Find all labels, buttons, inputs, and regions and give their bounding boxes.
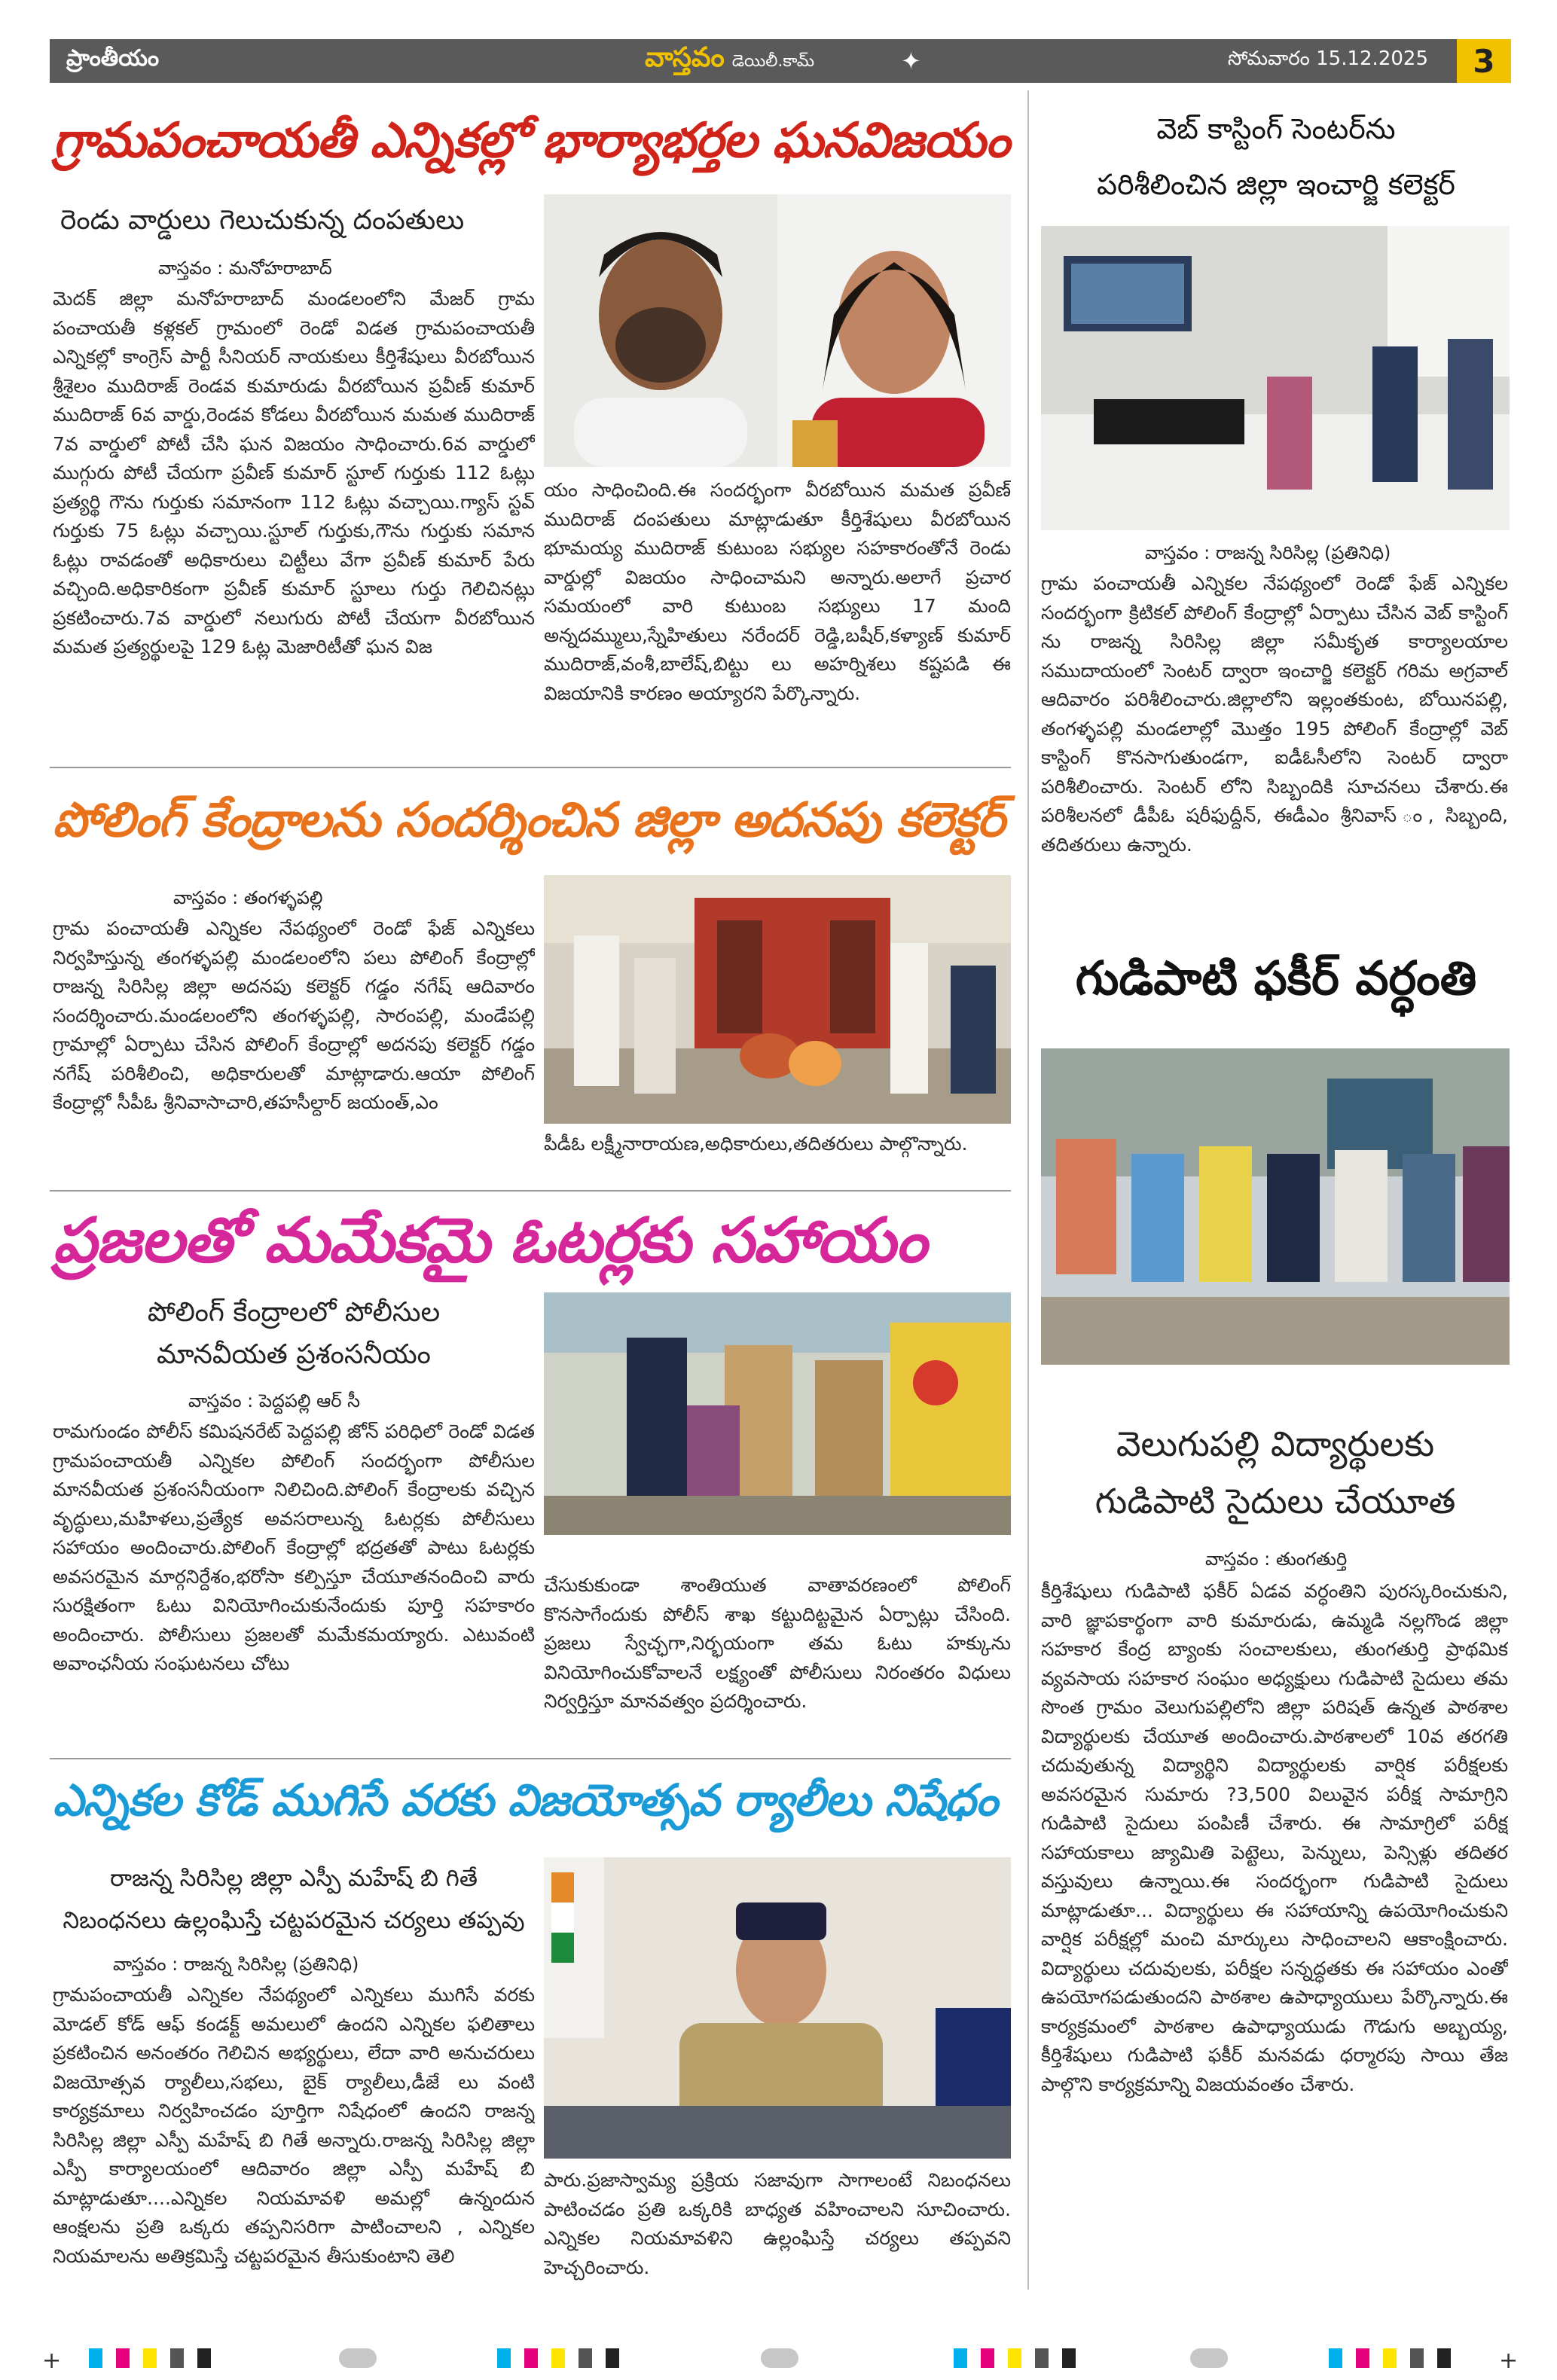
story4-subhead-2: నిబంధనలు ఉల్లంఘిస్తే చట్టపరమైన చర్యలు తప్పవు — [63, 1907, 525, 1934]
story2-body-left: గ్రామ పంచాయతీ ఎన్నికల నేపథ్యంలో రెండో ఫేజ్ ఎన్నికలు నిర్వహిస్తున్న తంగళ్ళపల్లి మండలంలోని పలు పోలింగ్ కేంద్రాల్లో రాజన్న సిరిసిల్ల జిల్లా అదనపు కలెక్టర్ గడ్డం నగేష్ ఆదివారం సందర్శించారు.మండలంలోని తంగళ్ళపల్లి, సారంపల్లి, మండేపల్లి గ్రామాల్లో ఏర్పాటు చేసిన పోలింగ్ కేంద్రాల్లో అదనపు కలెక్టర్ గడ్డం నగేష్ పరిశీలించి, అధికారులతో మాట్లాడారు.ఆయా పోలింగ్ కేంద్రాల్లో సీపీఓ శ్రీనివాసాచారి,తహసీల్దార్ జయంత్,ఎం — [53, 917, 535, 1113]
story1-body-right: యం సాధించింది.ఈ సందర్భంగా వీరబోయిన మమత ప్రవీణ్ ముదిరాజ్ దంపతులు మాట్లాడుతూ కీర్తిశేషులు వీరబోయిన భూమయ్య ముదిరాజ్ కుటుంబ సభ్యుల సహకారంతోనే రెండు వార్డుల్లో విజయం సాధించామని అన్నారు.అలాగే ప్రచార సమయంలో వారి కుటుంబ సభ్యులు 17 మంది అన్నదమ్ములు,స్నేహితులు నరేందర్ రెడ్డి,బషీర్,కళ్యాణ్ కుమార్ ముదిరాజ్,వంశీ,బాలేష్,బిట్టు లు అహర్నిశలు కష్టపడి ఈ విజయానికి కారణం అయ్యారని పేర్కొన్నారు. — [544, 479, 1011, 704]
grey-pill-3 — [1190, 2348, 1228, 2368]
story3-subhead-1: పోలింగ్ కేంద్రాలలో పోలీసుల — [147, 1297, 441, 1328]
story6-dateline: వాస్తవం : తుంగతుర్తి — [1205, 1549, 1348, 1570]
story4-subhead-1: రాజన్న సిరిసిల్ల జిల్లా ఎస్పీ మహేష్ బి గితే — [110, 1865, 478, 1892]
column-divider — [1027, 90, 1029, 2290]
color-bar-2 — [497, 2348, 619, 2368]
story4-photo-sp — [544, 1857, 1011, 2159]
story4-body-left: గ్రామపంచాయతీ ఎన్నికల నేపథ్యంలో ఎన్నికలు ముగిసే వరకు మోడల్ కోడ్ ఆఫ్ కండక్ట్ అమలులో ఉందని ఎన్నికల ఫలితాలు ప్రకటించిన అనంతరం గెలిచిన అభ్యర్థులు, లేదా వారి అనుచరులు విజయోత్సవ ర్యాలీలు,సభలు, బైక్ ర్యాలీలు,డీజే లు వంటి కార్యక్రమాలు నిర్వహించడం పూర్తిగా నిషేధంలో ఉందని రాజన్న సిరిసిల్ల జిల్లా ఎస్పీ మహేష్ బి గితే అన్నారు.రాజన్న సిరిసిల్ల జిల్లా ఎస్పీ కార్యాలయంలో ఆదివారం జిల్లా ఎస్పీ మహేష్ బి మాట్లాడుతూ....ఎన్నికల నియమావళి అమల్లో ఉన్నందున ఆంక్షలను ప్రతి ఒక్కరు తప్పనిసరిగా పాటించాలని , ఎన్నికల నియమాలను అతిక్రమిస్తే చట్టపరమైన తీసుకుంటాని తెలి — [53, 1984, 535, 2267]
story3-subhead-2: మానవీయత ప్రశంసనీయం — [157, 1339, 431, 1370]
brand-logo — [645, 42, 814, 80]
issue-date: సోమవారం 15.12.2025 — [1227, 47, 1428, 70]
separator-1 — [50, 767, 1011, 768]
color-bar-1 — [89, 2348, 211, 2368]
story1-photo-couple — [544, 194, 1011, 467]
bird-icon: ✦ — [901, 47, 921, 75]
story5-title-2: పరిశీలించిన జిల్లా ఇంచార్జి కలెక్టర్ — [1097, 168, 1455, 201]
grey-pill-2 — [761, 2348, 798, 2368]
brand-name: వాస్తవం — [645, 42, 725, 73]
story6-caption-2: గుడిపాటి సైదులు చేయూత — [1094, 1481, 1456, 1521]
story3-body-right: చేసుకుకుండా శాంతియుత వాతావరణంలో పోలింగ్ కొనసాగేందుకు పోలీస్ శాఖ కట్టుదిట్టమైన ఏర్పాట్లు చేసింది. ప్రజలు స్వేచ్ఛగా,నిర్భయంగా తమ ఓటు హక్కును వినియోగించుకోవాలనే లక్ష్యంతో పోలీసులు నిరంతరం విధులు నిర్వర్తిస్తూ మానవత్వం ప్రదర్శించారు. — [544, 1574, 1011, 1712]
story5-title-1: వెబ్ కాస్టింగ్ సెంటర్‌ను — [1156, 112, 1396, 145]
story3-photo-police-help — [544, 1292, 1011, 1535]
section-name: ప్రాంతీయం — [66, 45, 160, 72]
crosshair-left-icon: + — [42, 2348, 62, 2374]
story6-caption-1: వెలుగుపల్లి విద్యార్థులకు — [1116, 1423, 1435, 1464]
story4-headline: ఎన్నికల కోడ్ ముగిసే వరకు విజయోత్సవ ర్యాలీలు నిషేధం — [53, 1774, 997, 1826]
color-bar-3 — [954, 2348, 1076, 2368]
story6-photo-students — [1041, 1048, 1510, 1365]
story3-dateline: వాస్తవం : పెద్దపల్లి ఆర్ సీ — [188, 1390, 360, 1411]
story5-body: గ్రామ పంచాయతీ ఎన్నికల నేపథ్యంలో రెండో ఫేజ్ ఎన్నికల సందర్భంగా క్రిటికల్ పోలింగ్ కేంద్రాల్లో ఏర్పాటు చేసిన వెబ్ కాస్టింగ్ ను రాజన్న సిరిసిల్ల జిల్లా సమీకృత కార్యాలయాల సముదాయంలో సెంటర్ ద్వారా ఇంచార్జి కలెక్టర్ గరిమ అగ్రవాల్ ఆదివారం పరిశీలించారు.జిల్లాలోని ఇల్లంతకుంట, బోయినపల్లి, తంగళ్ళపల్లి మండలాల్లో మొత్తం 195 పోలింగ్ కేంద్రాల్లో వెబ్ కాస్టింగ్ కొనసాగుతుండగా, ఐడీఓసీలోని సెంటర్ ద్వారా పరిశీలించారు. సెంటర్ లోని సిబ్బందికి సూచనలు చేశారు.ఈ పరిశీలనలో డీపీఓ షరీఫుద్దీన్, ఈడీఎం శ్రీనివాస్ ం, సిబ్బంది, తదితరులు ఉన్నారు. — [1041, 572, 1508, 856]
masthead — [50, 39, 1511, 83]
brand-sub: డెయిలీ.కామ్ — [731, 52, 814, 71]
color-bar-4 — [1329, 2348, 1451, 2368]
story2-headline: పోలింగ్ కేంద్రాలను సందర్శించిన జిల్లా అదనపు కలెక్టర్ — [53, 792, 1005, 847]
story4-body-right: పారు.ప్రజాస్వామ్య ప్రక్రియ సజావుగా సాగాలంటే నిబంధనలు పాటించడం ప్రతి ఒక్కరికి బాధ్యత వహించాలని సూచించారు. ఎన్నికల నియమావళిని ఉల్లంఘిస్తే చర్యలు తప్పవని హెచ్చరించారు. — [544, 2169, 1011, 2278]
story5-dateline: వాస్తవం : రాజన్న సిరిసిల్ల (ప్రతినిధి) — [1145, 542, 1391, 563]
story6-body: కీర్తిశేషులు గుడిపాటి ఫకీర్ ఏడవ వర్ధంతిని పురస్కరించుకుని, వారి జ్ఞాపకార్థంగా వారి కుమారుడు, ఉమ్మడి నల్లగొండ జిల్లా సహకార కేంద్ర బ్యాంకు సంచాలకులు, తుంగతుర్తి ప్రాథమిక వ్యవసాయ సహకార సంఘం అధ్యక్షులు గుడిపాటి సైదులు తమ సొంత గ్రామం వెలుగుపల్లిలోని జిల్లా పరిషత్ ఉన్నత పాఠశాల విద్యార్థులకు చేయూత అందించారు.పాఠశాలలో 10వ తరగతి చదువుతున్న విద్యార్థిని విద్యార్థులకు వార్షిక పరీక్షలకు అవసరమైన సుమారు ?3,500 విలువైన పరీక్ష సామాగ్రిని గుడిపాటి సైదులు పంపిణీ చేశారు. ఈ సామాగ్రిలో పరీక్ష సహాయకాలు జ్యామితి పెట్టెలు, పెన్నులు, పెన్సిళ్లు తదితర వస్తువులు ఉన్నాయి.ఈ సందర్భంగా గుడిపాటి సైదులు మాట్లాడుతూ... విద్యార్థులు ఈ సహాయాన్ని ఉపయోగించుకుని వార్షిక పరీక్షల్లో మంచి మార్కులు సాధించాలని ఆకాంక్షించారు. విద్యార్థులు చదువులకు, పరీక్షల సన్నద్ధతకు ఈ సహాయం ఎంతో ఉపయోగపడుతుందని పాఠశాల ఉపాధ్యాయులు పేర్కొన్నారు.ఈ కార్యక్రమంలో పాఠశాల ఉపాధ్యాయుడు గౌడుగు అబ్బయ్య, కీర్తిశేషులు గుడిపాటి ఫకీర్ మనవడు ధర్మారపు సాయి తేజ పాల్గొని కార్యక్రమాన్ని విజయవంతం చేశారు. — [1041, 1580, 1508, 2095]
story1-subhead: రెండు వార్డులు గెలుచుకున్న దంపతులు — [60, 205, 465, 236]
story4-dateline: వాస్తవం : రాజన్న సిరిసిల్ల (ప్రతినిధి) — [113, 1954, 359, 1975]
story6-title: గుడిపాటి ఫకీర్ వర్ధంతి — [1075, 950, 1477, 1005]
separator-2 — [50, 1190, 1011, 1192]
story3-headline: ప్రజలతో మమేకమై ఓటర్లకు సహాయం — [53, 1205, 927, 1277]
story3-body-left: రామగుండం పోలీస్ కమిషనరేట్ పెద్దపల్లి జోన్ పరిధిలో రెండో విడత గ్రామపంచాయతీ ఎన్నికల పోలింగ్ సందర్భంగా పోలీసుల మానవీయత ప్రశంసనీయంగా నిలిచింది.పోలింగ్ కేంద్రాలకు వచ్చిన వృద్ధులు,మహిళలు,ప్రత్యేక అవసరాలున్న ఓటర్లకు పోలీసులు సహాయం అందించారు.పోలింగ్ కేంద్రాల్లో భద్రతతో పాటు ఓటర్లకు అవసరమైన మార్గనిర్దేశం,భరోసా కల్పిస్తూ చేయూతనందించి వారు సురక్షితంగా ఓటు వినియోగించుకునేందుకు పూర్తి సహకారం అందించారు. పోలీసులు ప్రజలతో మమేకమయ్యారు. ఎటువంటి అవాంఛనీయ సంఘటనలు చోటు — [53, 1420, 535, 1674]
grey-pill-1 — [339, 2348, 377, 2368]
page-number: 3 — [1457, 39, 1511, 83]
story2-dateline: వాస్తవం : తంగళ్ళపల్లి — [173, 887, 323, 908]
story2-body-right: పీడీఓ లక్ష్మీనారాయణ,అధికారులు,తదితరులు పాల్గొన్నారు. — [544, 1133, 968, 1155]
crosshair-right-icon: + — [1499, 2348, 1519, 2374]
story1-dateline: వాస్తవం : మనోహరాబాద్ — [158, 258, 332, 279]
story5-photo-webcasting — [1041, 226, 1510, 530]
story2-photo-polling-visit — [544, 875, 1011, 1124]
story1-body-left: మెదక్ జిల్లా మనోహరాబాద్ మండలంలోని మేజర్ గ్రామ పంచాయతీ కళ్లకల్ గ్రామంలో రెండో విడత గ్రామపంచాయతీ ఎన్నికల్లో కాంగ్రెస్ పార్టీ సీనియర్ నాయకులు కీర్తిశేషులు వీరబోయిన శ్రీశైలం ముదిరాజ్ రెండవ కుమారుడు వీరబోయిన ప్రవీణ్ కుమార్ ముదిరాజ్ 6వ వార్డు,రెండవ కోడలు వీరబోయిన మమత ముదిరాజ్ 7వ వార్డులో పోటీ చేసి ఘన విజయం సాధించారు.6వ వార్డులో ముగ్గురు పోటీ చేయగా ప్రవీణ్ కుమార్ స్టూల్ గుర్తుకు 112 ఓట్లు ప్రత్యర్థి గౌను గుర్తుకు సమానంగా 112 ఓట్లు వచ్చాయి.గ్యాస్ స్టవ్ గుర్తుకు 75 ఓట్లు వచ్చాయి.స్టూల్ గుర్తుకు,గౌను గుర్తుకు సమాన ఓట్లు రావడంతో అధికారులు చిట్టీలు వేగా ప్రవీణ్ కుమార్ పేరు వచ్చింది.అధికారికంగా ప్రవీణ్ కుమార్ స్టూలు గుర్తు గెలిచినట్లు ప్రకటించారు.7వ వార్డులో నలుగురు పోటీ చేయగా వీరబోయిన మమత ప్రత్యర్థులపై 129 ఓట్ల మెజారిటీతో ఘన విజ — [53, 288, 535, 658]
separator-3 — [50, 1758, 1011, 1759]
story1-headline: గ్రామపంచాయతీ ఎన్నికల్లో భార్యాభర్తల ఘనవిజయం — [53, 113, 1009, 169]
